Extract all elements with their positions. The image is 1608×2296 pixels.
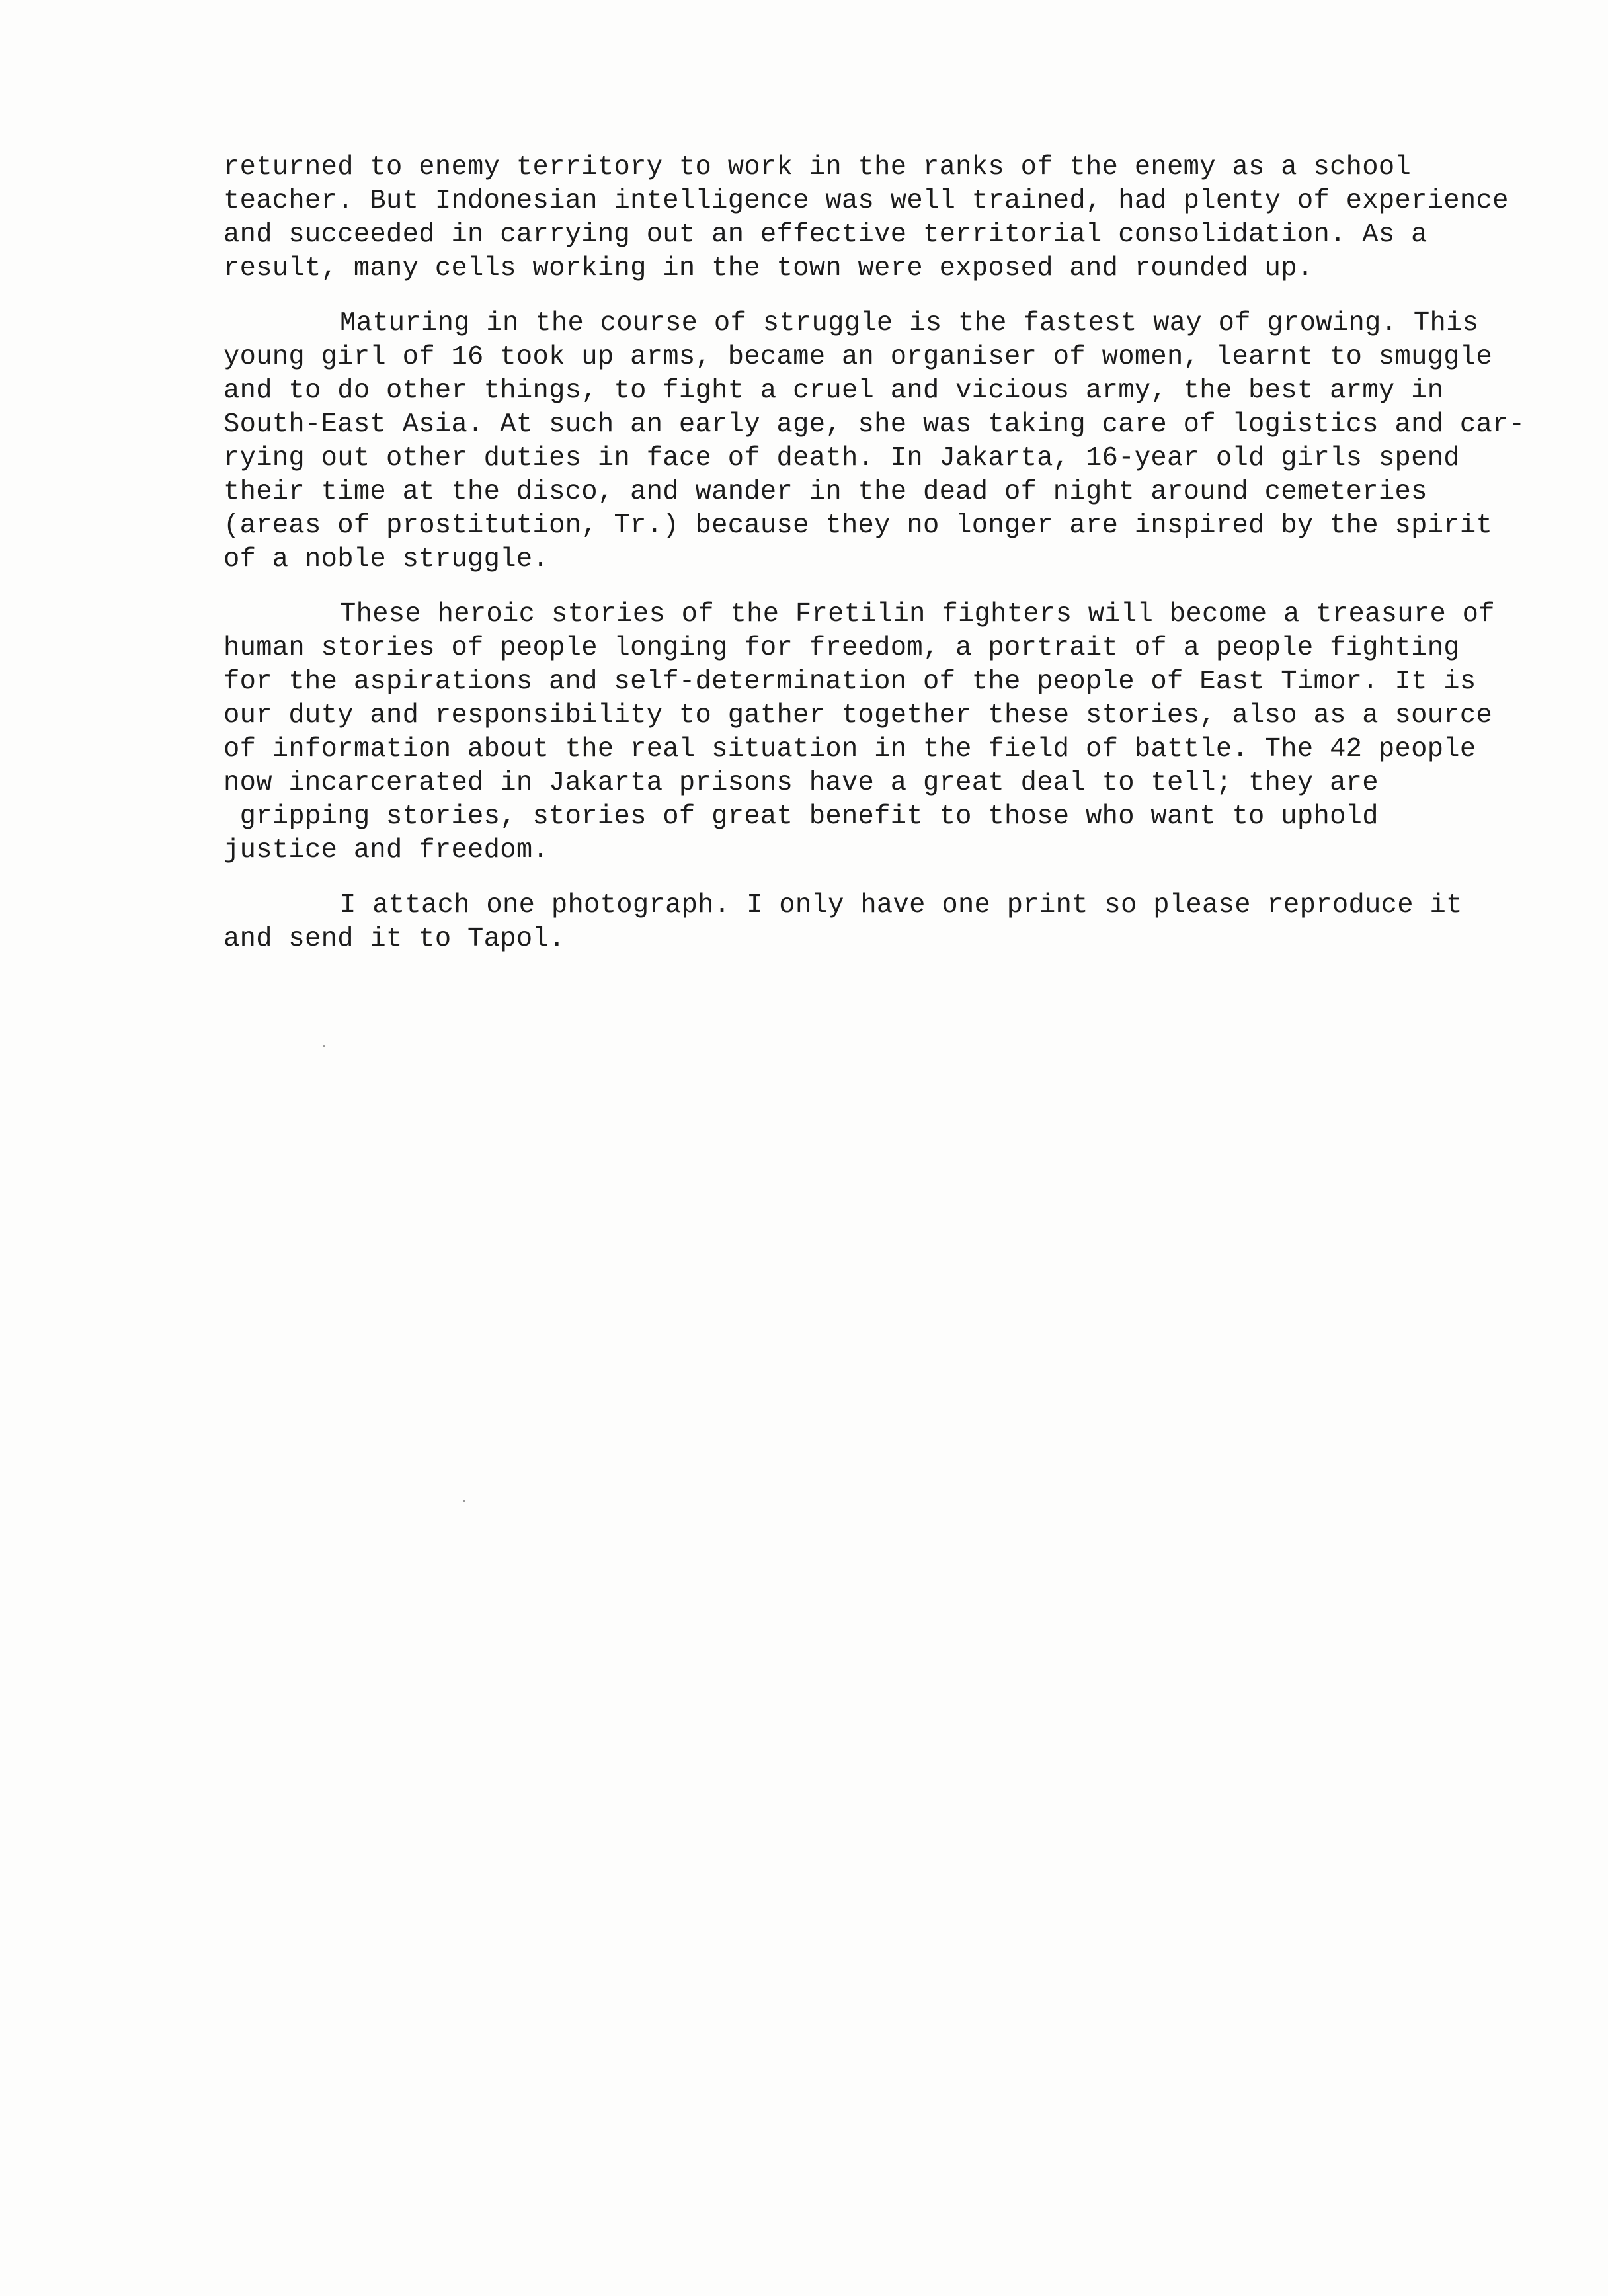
text-line: Maturing in the course of struggle is the fastest way of growing. This (340, 308, 1479, 339)
text-line: result, many cells working in the town were exposed and rounded up. (223, 253, 1314, 284)
paragraph-2 (223, 307, 1572, 577)
text-line: our duty and responsibility to gather together these stories, also as a source (223, 700, 1493, 731)
text-line: teacher. But Indonesian intelligence was well trained, had plenty of experience (223, 186, 1509, 216)
text-line: South-East Asia. At such an early age, she was taking care of logistics and car- (223, 409, 1525, 440)
text-line: now incarcerated in Jakarta prisons have a great deal to tell; they are (223, 768, 1379, 798)
letter-body (223, 151, 1572, 977)
text-line: and succeeded in carrying out an effective territorial consolidation. As a (223, 220, 1427, 250)
text-line: for the aspirations and self-determination of the people of East Timor. It is (223, 667, 1476, 697)
text-line: These heroic stories of the Fretilin fighters will become a treasure of (340, 599, 1495, 630)
text-line: young girl of 16 took up arms, became an organiser of women, learnt to smuggle (223, 342, 1493, 372)
paragraph-4 (223, 889, 1572, 956)
scan-speck (323, 1045, 325, 1047)
text-line: of information about the real situation in the field of battle. The 42 people (223, 734, 1476, 764)
text-line: gripping stories, stories of great benefit to those who want to uphold (223, 801, 1379, 832)
text-line: and send it to Tapol. (223, 924, 565, 954)
paragraph-1 (223, 151, 1572, 286)
paragraph-3 (223, 598, 1572, 868)
text-line: human stories of people longing for freedom, a portrait of a people fighting (223, 633, 1460, 663)
text-line: and to do other things, to fight a cruel and vicious army, the best army in (223, 376, 1444, 406)
text-line: rying out other duties in face of death. In Jakarta, 16-year old girls spend (223, 443, 1460, 473)
text-line: I attach one photograph. I only have one print so please reproduce it (340, 890, 1463, 921)
text-line: of a noble struggle. (223, 544, 549, 575)
text-line: their time at the disco, and wander in the dead of night around cemeteries (223, 477, 1427, 507)
text-line: (areas of prostitution, Tr.) because they no longer are inspired by the spirit (223, 511, 1493, 541)
text-line: justice and freedom. (223, 835, 549, 866)
text-line: returned to enemy territory to work in the ranks of the enemy as a school (223, 152, 1412, 183)
scan-speck (463, 1500, 465, 1502)
